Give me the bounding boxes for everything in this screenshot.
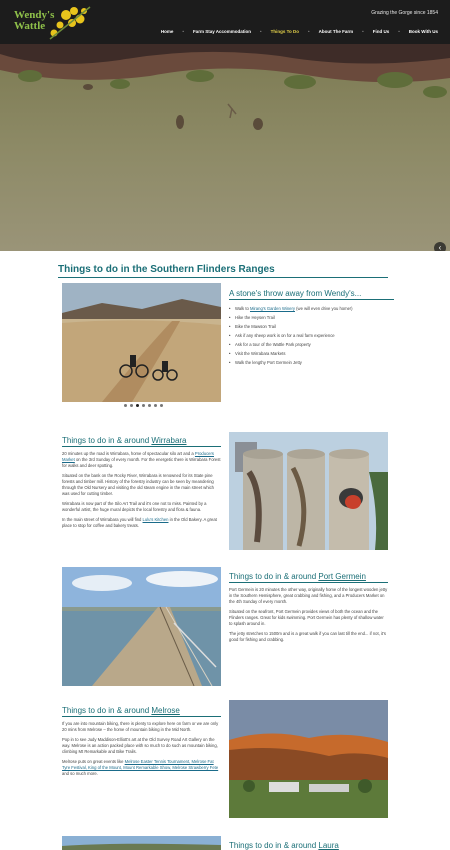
paragraph-text: Melrose puts on great events like (62, 759, 125, 764)
nav-book[interactable]: Book With Us (408, 29, 438, 34)
melrose-link[interactable]: Melrose (151, 706, 180, 715)
list-item-text: Walk the lengthy Port Germein Jetty (235, 360, 302, 365)
wirrabara-text (62, 451, 221, 529)
list-item-text: Visit the Wirrabara Markets (235, 351, 286, 356)
list-item-text: Ask if any sheep work is on for a real farm experience (235, 333, 335, 338)
slider-dot[interactable] (160, 404, 163, 407)
logo-text (14, 10, 54, 32)
list-item (229, 349, 394, 358)
slider-dot[interactable] (148, 404, 151, 407)
heading-text: Things to do in & around (229, 572, 319, 581)
port-germein-text (229, 587, 388, 643)
list-item-text: Bike the Mawson Trail (235, 324, 276, 329)
silo-art-image (229, 432, 388, 550)
wirrabara-link[interactable]: Wirrabara (151, 436, 187, 445)
logo-line-2: Wattle (14, 20, 46, 32)
paragraph: Situated on the bank on the Rocky River, Wirrabara is renowned for its State pine forests and timber mill. History of the forestry industry can be seen by meandering through the Old Nursery and visiting the old steam engine in the main street which was used for cutting timber. (62, 473, 214, 496)
port-germein-heading (229, 572, 366, 581)
nav-separator: • (398, 29, 400, 34)
intro-heading: A stone's throw away from Wendy's... (229, 289, 362, 298)
paragraph: Wirrabara is now part of the Silo Art Trail and it's one not to miss. Painted by a wonderful artist, the huge mural depicts the local forestry and flora & fauna. (62, 501, 207, 512)
paragraph: The jetty stretches to 1500m and is a great walk if you can last till the end... if not, it's good for fishing and crabbing. (229, 631, 386, 642)
melrose-divider (62, 716, 221, 717)
activities-list (229, 304, 394, 367)
lulus-kitchen-link[interactable]: Lulu's Kitchen (142, 517, 169, 522)
melrose-text (62, 721, 221, 777)
port-germein-link[interactable]: Port Germein (318, 572, 366, 581)
nav-separator: • (260, 29, 262, 34)
slider-dot[interactable] (130, 404, 133, 407)
laura-link[interactable]: Laura (318, 841, 339, 850)
page-title: Things to do in the Southern Flinders Ranges (58, 264, 275, 275)
nav-about[interactable]: About The Farm (318, 29, 354, 34)
laura-heading (229, 841, 339, 850)
wirrabara-heading (62, 436, 187, 445)
heading-text: Things to do in & around (62, 706, 152, 715)
nav-find-us[interactable]: Find Us (372, 29, 390, 34)
paragraph: Pop in to see Judy Maddison-Elliott's art at the Old Survey Road Art Gallery on the way. Melrose is an action packed place with so much to do such as mountain biking, climbing Mt Remarkable and Bike Trails. (62, 737, 218, 754)
paragraph-text: In the main street of Wirrabara you will find (62, 517, 143, 522)
list-item (229, 304, 394, 313)
list-item-text: (we will even drive you home!) (295, 306, 353, 311)
site-header (0, 0, 450, 44)
list-item-text: Ask for a tour of the Wattle Park property (235, 342, 311, 347)
main-nav (161, 29, 438, 34)
melrose-town-image (229, 700, 388, 818)
list-item (229, 313, 394, 322)
list-item-text: Hike the Heysen Trail (235, 315, 275, 320)
wirrabara-divider (62, 446, 221, 447)
slider-dots (124, 404, 163, 407)
list-item (229, 340, 394, 349)
heading-text: Things to do in & around (229, 841, 319, 850)
laura-image (62, 836, 221, 850)
logo-line-1: Wendy's (14, 9, 55, 21)
paragraph: Situated on the seafront, Port Germein provides views of both the ocean and the Flinders ranges. Great for kids swimming. Port Germein has plenty of shallow water to splash around in. (229, 609, 384, 626)
paragraph-text: on the 3rd Sunday of every month. For the energetic there is Wirrabara Forest for walks and deer spotting. (62, 457, 221, 468)
slider-dot[interactable] (124, 404, 127, 407)
nav-separator: • (362, 29, 364, 34)
paragraph-text: and so much more. (62, 771, 98, 776)
title-divider (58, 277, 388, 278)
tagline: Grazing the Gorge since 1854 (371, 10, 438, 16)
nav-things-to-do[interactable]: Things To Do (270, 29, 300, 34)
slider-arrow-right[interactable]: ‹ (434, 242, 446, 251)
paragraph: Port Germein is 20 minutes the other way, originally home of the longest wooden jetty in the Southern Hemisphere, great crabbing and fishing, and a Producers Market on the 4th Sunday of every month. (229, 587, 388, 604)
list-item (229, 322, 394, 331)
heading-text: Things to do in & around (62, 436, 152, 445)
melrose-heading (62, 706, 180, 715)
paragraph-text: in the Old Bakery. A great place to stop for coffee and bakery treats. (62, 517, 217, 528)
list-item-text: Walk to (235, 306, 250, 311)
hero-image (0, 44, 450, 251)
list-item (229, 331, 394, 340)
slider-dot[interactable] (154, 404, 157, 407)
paragraph: If you are into mountain biking, there is plenty to explore here on farm or we are only 20 mins from Melrose – the home of mountain biking in the Mid North. (62, 721, 219, 732)
slider-dot-active[interactable] (136, 404, 139, 407)
melrose-events-link[interactable]: Melrose Easter Tennis Tournament, Melrose Fat Tyre Festival, King of the Mount, Mount Remarkable Show, Melrose Strawberry Fete (62, 759, 219, 770)
nav-farm-stay[interactable]: Farm Stay Accommodation (192, 29, 252, 34)
paragraph (62, 759, 221, 777)
producers-market-link[interactable]: Producers Market (62, 451, 214, 462)
nav-separator: • (182, 29, 184, 34)
port-germein-divider (229, 582, 388, 583)
intro-divider (229, 299, 394, 300)
mirangs-winery-link[interactable]: Mirang's Garden Winery (249, 306, 295, 311)
cyclists-image (62, 283, 221, 402)
paragraph (62, 451, 221, 469)
list-item (229, 358, 394, 367)
paragraph (62, 517, 221, 529)
paragraph-text: 20 minutes up the road is Wirrabara, home of spectacular silo art and a (62, 451, 195, 456)
nav-home[interactable]: Home (160, 29, 174, 34)
nav-separator: • (308, 29, 310, 34)
slider-dot[interactable] (142, 404, 145, 407)
port-germein-jetty-image (62, 567, 221, 686)
